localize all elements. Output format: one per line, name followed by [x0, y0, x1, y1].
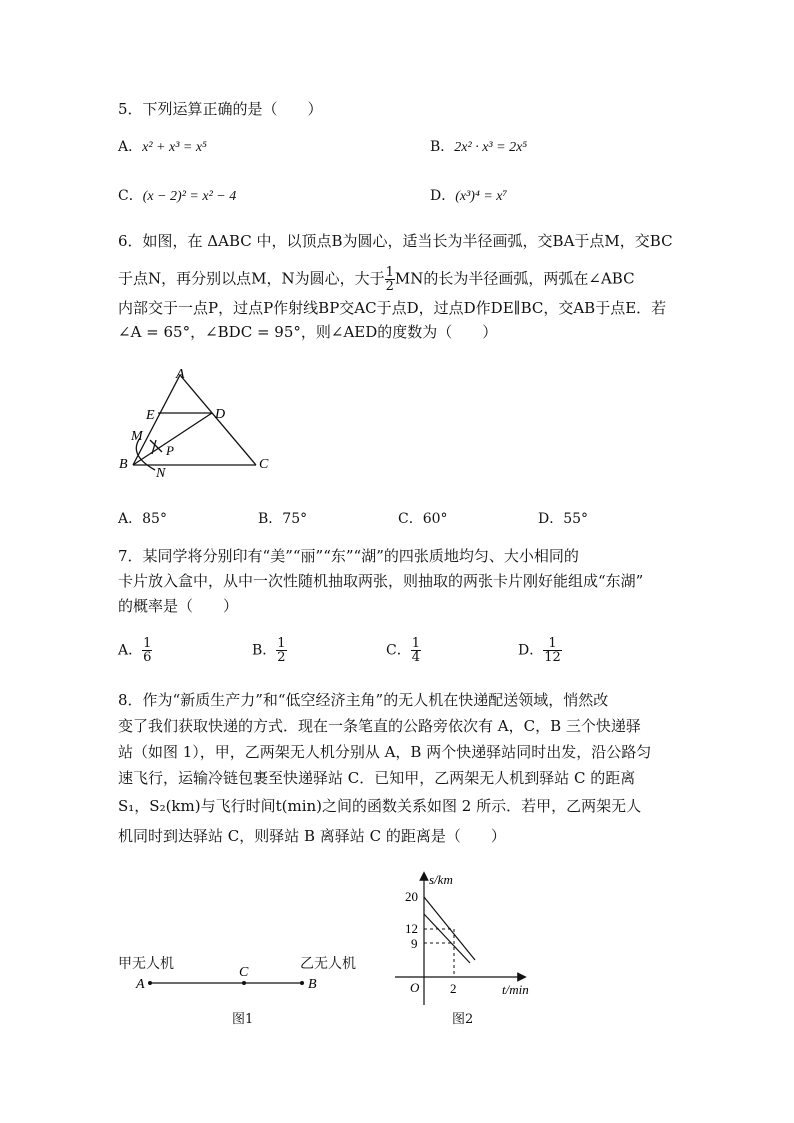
origin-label: O — [410, 980, 420, 995]
q8-line-1: 8．作为“新质生产力”和“低空经济主角”的无人机在快递配送领域，悄然改 — [118, 691, 609, 709]
q6-line-1: 6．如图，在 ΔABC 中，以顶点B为圆心，适当长为半径画弧，交BA于点M，交BC — [118, 232, 673, 250]
label-a: A — [176, 367, 185, 382]
q6-line-2 — [118, 266, 635, 293]
q6-option-c[interactable] — [398, 509, 448, 529]
frac-numerator: 1 — [385, 265, 394, 280]
option-label: B． — [258, 511, 283, 527]
frac-denominator: 12 — [544, 650, 561, 665]
q8-line-6: 机同时到达驿站 C，则驿站 B 离驿站 C 的距离是（ ） — [118, 827, 506, 845]
q5-option-a[interactable] — [118, 137, 207, 158]
q8-line-2: 变了我们获取快递的方式．现在一条笔直的公路旁依次有 A，C，B 三个快递驿 — [118, 717, 641, 735]
label-b: B — [308, 977, 317, 992]
q7-option-d[interactable] — [518, 637, 562, 664]
option-value: 55° — [563, 511, 589, 527]
q7-line-3: 的概率是（ ） — [118, 597, 239, 615]
frac-denominator: 2 — [385, 279, 394, 294]
option-expr: x² + x³ = x⁵ — [142, 140, 207, 155]
x-axis-label: t/min — [502, 982, 529, 997]
label-c: C — [239, 965, 249, 980]
fig1-caption: 图1 — [232, 1012, 254, 1027]
frac-denominator: 4 — [411, 650, 420, 665]
q8-line-4: 速飞行，运输冷链包裹至快递驿站 C．已知甲，乙两架无人机到驿站 C 的距离 — [118, 769, 636, 787]
fig2-caption: 图2 — [452, 1012, 474, 1027]
label-m: M — [131, 429, 143, 444]
option-expr: (x − 2)² = x² − 4 — [142, 189, 237, 204]
option-fraction — [142, 637, 152, 664]
label-e: E — [146, 408, 155, 423]
q6-line-2-a: 于点N，再分别以点M，N为圆心，大于 — [118, 269, 385, 288]
frac-denominator: 2 — [277, 650, 286, 665]
option-label: D． — [518, 642, 544, 659]
line-s2 — [424, 914, 470, 963]
q8-figure-2 — [375, 868, 545, 1008]
q8-line-3: 站（如图 1），甲，乙两架无人机分别从 A，B 两个快递驿站同时出发，沿公路匀 — [118, 743, 652, 761]
option-fraction — [411, 637, 421, 664]
frac-numerator: 1 — [277, 636, 286, 651]
option-fraction — [276, 637, 286, 664]
option-label: A． — [118, 511, 143, 527]
option-value: 60° — [422, 511, 448, 527]
q7-option-c[interactable] — [386, 637, 421, 664]
frac-numerator: 1 — [143, 636, 152, 651]
label-d: D — [215, 407, 226, 422]
q5-option-b[interactable] — [430, 137, 527, 158]
label-c: C — [259, 457, 269, 472]
tick-20: 20 — [405, 889, 418, 904]
option-label: B． — [430, 139, 455, 155]
option-label: B． — [252, 642, 277, 659]
frac-numerator: 1 — [411, 636, 420, 651]
label-p: P — [166, 443, 174, 458]
option-value: 85° — [142, 511, 167, 527]
option-fraction — [543, 637, 562, 664]
option-expr: 2x² · x³ = 2x⁵ — [454, 140, 528, 155]
option-value: 75° — [282, 511, 308, 527]
q5-stem: 5．下列运算正确的是（ ） — [118, 100, 323, 118]
q8-line-5: S₁，S₂(km)与飞行时间t(min)之间的函数关系如图 2 所示．若甲，乙两架无人 — [118, 797, 642, 815]
option-label: C． — [118, 188, 143, 204]
q7-option-b[interactable] — [252, 637, 287, 664]
frac-denominator: 6 — [143, 650, 152, 665]
q5-option-c[interactable] — [118, 186, 236, 207]
q6-line-2-b: MN的长为半径画弧，两弧在∠ABC — [394, 269, 635, 288]
tick-9: 9 — [411, 936, 418, 951]
tick-t2: 2 — [450, 981, 457, 996]
q6-line-3: 内部交于一点P，过点P作射线BP交AC于点D，过点D作DE∥BC，交AB于点E．若 — [118, 299, 667, 317]
option-label: C． — [398, 511, 423, 527]
q6-option-d[interactable] — [538, 509, 588, 529]
point-c — [242, 981, 246, 985]
point-b — [300, 981, 304, 985]
q7-line-1: 7．某同学将分别印有“美”“丽”“东”“湖”的四张质地均匀、大小相同的 — [118, 547, 579, 565]
option-expr: (x³)⁴ = x⁷ — [455, 189, 508, 204]
q6-triangle-figure — [112, 362, 282, 482]
q6-line-4: ∠A = 65°，∠BDC = 95°，则∠AED的度数为（ ） — [118, 323, 498, 341]
q6-option-a[interactable] — [118, 509, 167, 529]
option-label: C． — [386, 642, 411, 659]
q5-option-d[interactable] — [430, 186, 507, 207]
q7-option-a[interactable] — [118, 637, 152, 664]
label-b: B — [119, 457, 128, 472]
y-axis-label: s/km — [429, 872, 453, 887]
q6-fraction — [385, 266, 395, 293]
point-a — [148, 981, 152, 985]
fig1-left-label: 甲无人机 — [118, 956, 174, 972]
q6-option-b[interactable] — [258, 509, 307, 529]
option-label: D． — [538, 511, 564, 527]
tick-12: 12 — [405, 921, 418, 936]
frac-numerator: 1 — [543, 637, 562, 651]
option-label: A． — [118, 642, 143, 659]
fig1-right-label: 乙无人机 — [300, 956, 356, 972]
option-label: A． — [118, 139, 143, 155]
label-a: A — [136, 977, 145, 992]
q7-line-2: 卡片放入盒中，从中一次性随机抽取两张，则抽取的两张卡片刚好能组成“东湖” — [118, 572, 644, 590]
option-label: D． — [430, 188, 456, 204]
label-n: N — [156, 466, 166, 481]
